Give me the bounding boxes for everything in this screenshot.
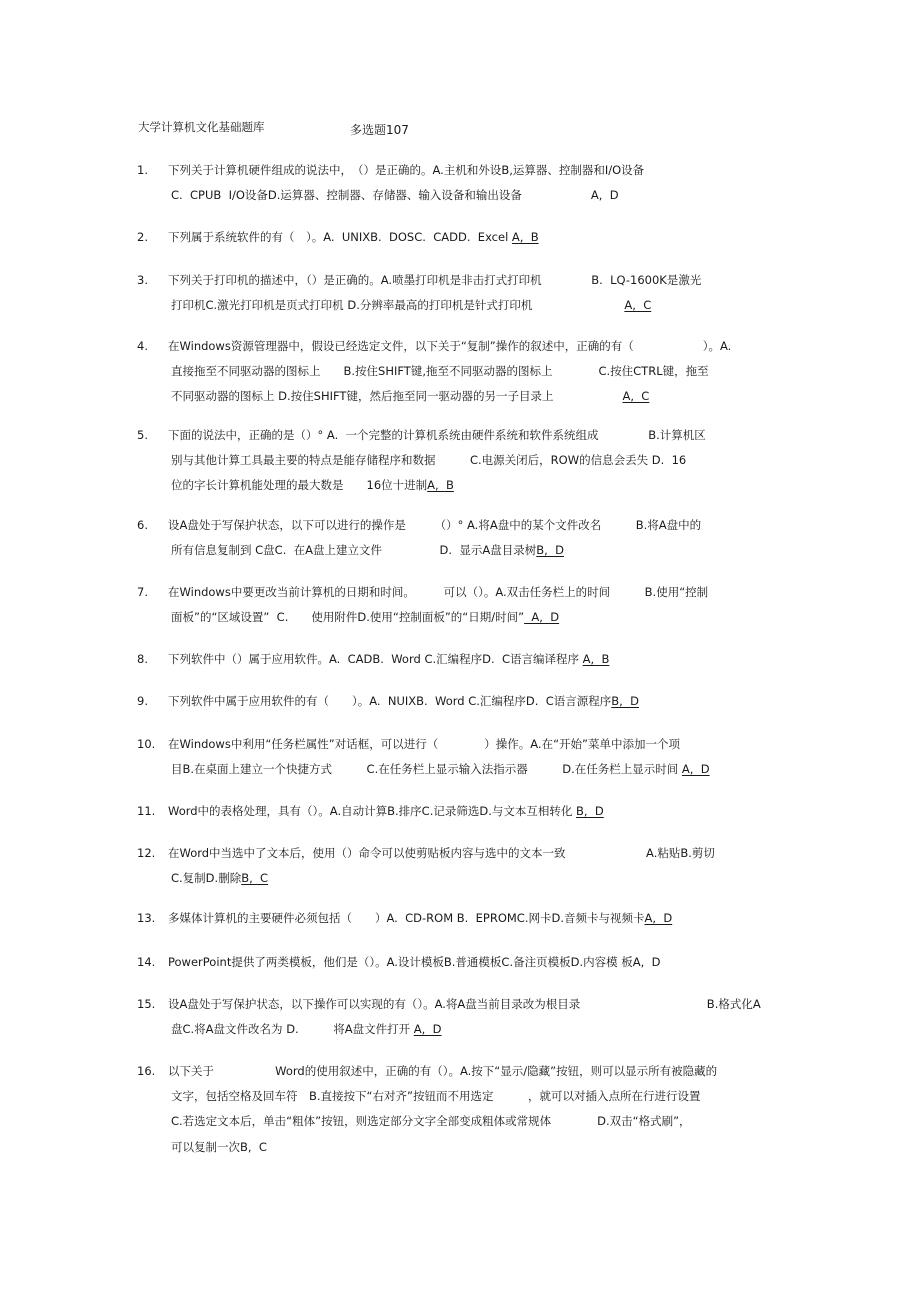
section-subtitle: 多选题107 (350, 123, 409, 137)
question-text: 不同驱动器的图标上 D.按住SHIFT键，然后拖至同一驱动器的另一子目录上 (171, 389, 623, 403)
question-text-line (168, 339, 731, 353)
question-text-line (168, 955, 661, 969)
question-text-line (171, 871, 268, 885)
answer-key: A, D (590, 188, 619, 202)
question-number: 6. (137, 518, 148, 532)
answer-key: A, B (511, 230, 539, 244)
question-text-line (171, 478, 454, 492)
question-text-line (168, 997, 761, 1011)
answer-key: A, C (624, 298, 652, 312)
answer-key: B, D (611, 694, 639, 708)
question-text-line (168, 694, 639, 708)
question-text: 设A盘处于写保护状态，以下操作可以实现的有（）。A.将A盘当前目录改为根目录 B.格式化A (168, 997, 761, 1011)
question-text-line (171, 1022, 441, 1036)
question-text: 别与其他计算工具最主要的特点是能存储程序和数据 C.电源关闭后，ROW的信息会丢失 D. 16 (171, 453, 687, 467)
question-text-line (171, 1114, 691, 1128)
question-number: 14. (137, 955, 156, 969)
document-title: 大学计算机文化基础题库 (138, 120, 265, 134)
question-text: 以下关于 Word的使用叙述中，正确的有（）。A.按下“显示/隐藏”按钮，则可以显示所有被隐藏的 (168, 1064, 718, 1078)
question-text-line (168, 1064, 717, 1078)
question-number: 10. (137, 737, 156, 751)
question-text-line (168, 846, 715, 860)
answer-key: A, B (582, 652, 610, 666)
question-number: 7. (137, 585, 148, 599)
answer-key: A, D (632, 955, 661, 969)
question-number: 12. (137, 846, 156, 860)
question-number: 11. (137, 804, 156, 818)
question-text-line (168, 804, 604, 818)
question-number: 2. (137, 230, 148, 244)
question-text-line (168, 273, 701, 287)
answer-key: B, C (240, 1140, 267, 1154)
question-text-line (168, 163, 644, 177)
question-text-line (168, 585, 708, 599)
question-text: Word中的表格处理，具有（）。A.自动计算B.排序C.记录筛选D.与文本互相转化 (168, 804, 577, 818)
question-text: C.若选定文本后，单击“粗体”按钮，则选定部分文字全部变成粗体或常规体 D.双击“格式刷”， (171, 1114, 691, 1128)
question-text: 盘C.将A盘文件改名为 D. 将A盘文件打开 (171, 1022, 414, 1036)
question-text: 下面的说法中，正确的是（）° A. 一个完整的计算机系统由硬件系统和软件系统组成 B.计算机区 (168, 428, 706, 442)
question-text-line (168, 518, 701, 532)
question-text: 所有信息复制到 C盘C. 在A盘上建立文件 D. 显示A盘目录树 (171, 543, 537, 557)
question-text-line (171, 1089, 700, 1103)
question-text-line (171, 453, 686, 467)
answer-key: B, D (576, 804, 604, 818)
question-number: 3. (137, 273, 148, 287)
question-text-line (168, 737, 680, 751)
question-number: 13. (137, 911, 156, 925)
answer-key: A, D (644, 911, 673, 925)
question-text: 可以复制一次 (171, 1140, 240, 1154)
question-text: 在Windows中要更改当前计算机的日期和时间。 可以（）。A.双击任务栏上的时间 B.使用“控制 (168, 585, 709, 599)
answer-key: A, D (524, 610, 560, 624)
question-text: 直接拖至不同驱动器的图标上 B.按住SHIFT键,拖至不同驱动器的图标上 C.按住CTRL键，拖至 (171, 364, 709, 378)
question-text-line (168, 230, 539, 244)
answer-key: A, B (427, 478, 454, 492)
question-text-line (168, 652, 609, 666)
question-text: C.复制D.删除 (171, 871, 242, 885)
question-text: 目B.在桌面上建立一个快捷方式 C.在任务栏上显示输入法指示器 D.在任务栏上显示时间 (171, 762, 682, 776)
answer-key: A, C (622, 389, 650, 403)
document-header (138, 119, 838, 137)
question-number: 8. (137, 652, 148, 666)
question-text: 在Windows资源管理器中，假设已经选定文件，以下关于“复制”操作的叙述中，正确的有（ ）。A. (168, 339, 732, 353)
answer-key: A, D (413, 1022, 442, 1036)
question-text: 在Windows中利用“任务栏属性”对话框，可以进行（ ）操作。A.在“开始”菜单中添加一个项 (168, 737, 680, 751)
question-text-line (171, 298, 651, 312)
question-number: 15. (137, 997, 156, 1011)
question-number: 4. (137, 339, 148, 353)
question-text: 面板”的“区域设置” C. 使用附件D.使用“控制面板”的“日期/时间” (171, 610, 525, 624)
question-number: 9. (137, 694, 148, 708)
question-text-line (168, 911, 672, 925)
question-text: 下列关于计算机硬件组成的说法中， （）是正确的。A.主机和外设B,运算器、控制器和I/O设备 (168, 163, 645, 177)
question-number: 16. (137, 1064, 156, 1078)
question-text: C. CPUB I/O设备D.运算器、控制器、存储器、输入设备和输出设备 (171, 188, 591, 202)
question-text: 下列软件中属于应用软件的有（ ）。A. NUIXB. Word C.汇编程序D. C语言源程序 (168, 694, 612, 708)
answer-key: B, D (536, 543, 564, 557)
question-text: PowerPoint提供了两类模板，他们是（）。A.设计模板B.普通模板C.备注页模板D.内容模 板 (168, 955, 633, 969)
question-text: 在Word中当选中了文本后，使用（）命令可以使剪贴板内容与选中的文本一致 A.粘贴B.剪切 (168, 846, 715, 860)
question-text: 文字，包括空格及回车符 B.直接按下“右对齐”按钮而不用选定 ，就可以对插入点所在行进行设置 (171, 1089, 701, 1103)
question-number: 5. (137, 428, 148, 442)
question-text-line (171, 364, 709, 378)
question-text: 打印机C.激光打印机是页式打印机 D.分辨率最高的打印机是针式打印机 (171, 298, 625, 312)
answer-key: B, C (241, 871, 269, 885)
question-text: 下列软件中（）属于应用软件。A. CADB. Word C.汇编程序D. C语言编译程序 (168, 652, 583, 666)
answer-key: A, D (681, 762, 710, 776)
question-text-line (171, 1140, 267, 1154)
question-text-line (171, 389, 649, 403)
question-text-line (171, 610, 559, 624)
question-text-line (171, 188, 619, 202)
question-text-line (168, 428, 706, 442)
question-text: 设A盘处于写保护状态，以下可以进行的操作是 （）° A.将A盘中的某个文件改名 B.将A盘中的 (168, 518, 702, 532)
question-text: 下列关于打印机的描述中，（）是正确的。A.喷墨打印机是非击打式打印机 B. LQ-1600K是激光 (168, 273, 702, 287)
question-text-line (171, 762, 710, 776)
question-number: 1. (137, 163, 148, 177)
question-text: 下列属于系统软件的有（ ）。A. UNIXB. DOSC. CADD. Excel (168, 230, 512, 244)
question-text-line (171, 543, 564, 557)
question-text: 位的字长计算机能处理的最大数是 16位十进制 (171, 478, 428, 492)
question-text: 多媒体计算机的主要硬件必须包括（ ）A. CD-ROM B. EPROMC.网卡D.音频卡与视频卡 (168, 911, 645, 925)
